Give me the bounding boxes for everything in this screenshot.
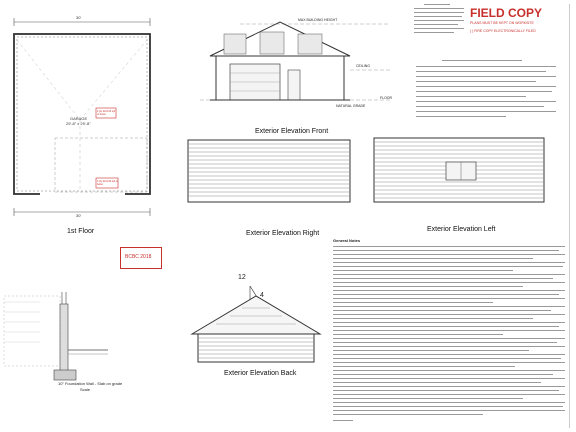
roof-pitch-run: 4 bbox=[260, 292, 264, 299]
field-copy-stamp bbox=[468, 4, 568, 44]
ext-elevation-front-title: Exterior Elevation Front bbox=[255, 128, 329, 135]
inspection-notes-block bbox=[412, 56, 568, 128]
label-max-height: MAX BUILDING HEIGHT bbox=[298, 18, 338, 22]
man-door bbox=[288, 70, 300, 100]
title-strip-divider bbox=[569, 4, 570, 428]
back-roof bbox=[192, 296, 320, 334]
bcbc-stamp-box bbox=[120, 247, 162, 269]
exterior-elevation-front bbox=[200, 14, 400, 126]
label-floor: FLOOR bbox=[380, 96, 393, 100]
garage-label: GARAGE bbox=[70, 116, 88, 121]
field-copy-sub1: PLANS MUST BE KEPT ON WORKSITE bbox=[470, 21, 534, 25]
foundation-caption: 10" Foundation Wall - Slab on grade bbox=[58, 381, 123, 386]
general-notes-title: General Notes bbox=[333, 238, 361, 243]
foundation-scale-caption: Scale bbox=[80, 387, 91, 392]
field-copy-title: FIELD COPY bbox=[470, 6, 543, 20]
exterior-elevation-right bbox=[186, 136, 354, 226]
floor-dim-top: 30' bbox=[76, 15, 82, 20]
bcbc-stamp-text: BCBC 2018 bbox=[125, 254, 152, 260]
garage-walls bbox=[14, 34, 150, 194]
field-copy-sub2: ( ) FIRE COPY ELECTRONICALLY FILED bbox=[470, 29, 536, 33]
beam-tag-2-text: 3 ply 2x10 #2 spf or better bbox=[97, 180, 118, 186]
inspection-stamp bbox=[412, 2, 466, 42]
footing bbox=[54, 370, 76, 380]
ext-elevation-left-title: Exterior Elevation Left bbox=[427, 226, 496, 233]
first-floor-title: 1st Floor bbox=[67, 228, 95, 235]
beam-tag-1-text: 2 ply 2x10 #2 spf or better bbox=[97, 110, 116, 116]
garage-size-label: 29'-8" x 29'-8" bbox=[66, 121, 91, 126]
floor-dim-bottom: 30' bbox=[76, 213, 82, 218]
exterior-elevation-left bbox=[370, 134, 548, 220]
general-notes-body bbox=[333, 244, 569, 426]
label-ceiling: CEILING bbox=[356, 64, 371, 68]
ext-elevation-back-title: Exterior Elevation Back bbox=[224, 370, 297, 377]
label-natural-grade: NATURAL GRADE bbox=[336, 104, 366, 108]
roof-pitch-rise: 12 bbox=[238, 274, 246, 281]
exterior-elevation-back bbox=[186, 268, 326, 368]
ext-elevation-right-title: Exterior Elevation Right bbox=[246, 230, 320, 237]
